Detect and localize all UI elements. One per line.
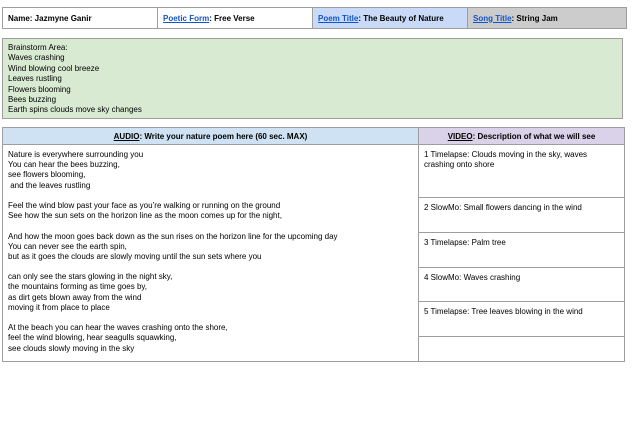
poem-line: the mountains forming as time goes by, — [8, 282, 148, 292]
poem-line: and the leaves rustling — [8, 180, 91, 190]
video-shot-text: 3 Timelapse: Palm tree — [424, 237, 506, 247]
poem-line: see clouds slowly moving in the sky — [8, 343, 135, 353]
poem-title-link[interactable]: Poem Title — [318, 13, 359, 23]
video-label: VIDEO — [447, 131, 473, 141]
header-table — [2, 7, 627, 29]
poem-line: And how the moon goes back down as the sun rises on the horizon line for the upcoming day — [8, 231, 338, 241]
poem-line: You can hear the bees buzzing, — [8, 160, 120, 170]
brainstorm-item: Leaves rustling — [8, 74, 62, 84]
video-shot-text: 2 SlowMo: Small flowers dancing in the wind — [424, 202, 582, 212]
poem-line: You can never see the earth spin, — [8, 241, 127, 251]
video-shot-cell[interactable] — [419, 267, 625, 302]
poem-title-cell — [313, 8, 468, 29]
brainstorm-item: Wind blowing cool breeze — [8, 63, 100, 73]
poem-title-value: : The Beauty of Nature — [358, 13, 444, 23]
student-name: Name: Jazmyne Ganir — [8, 13, 92, 23]
poetic-form-link[interactable]: Poetic Form — [163, 13, 210, 23]
audio-column-header — [3, 128, 419, 145]
brainstorm-item: Bees buzzing — [8, 95, 57, 105]
poem-line: feel the wind blowing, hear seagulls squawking, — [8, 333, 177, 343]
brainstorm-item: Earth spins clouds move sky changes — [8, 105, 142, 115]
poem-text-cell[interactable] — [3, 145, 419, 362]
song-title-value: : String Jam — [511, 13, 558, 23]
poem-line: Nature is everywhere surrounding you — [8, 150, 144, 159]
song-title-link[interactable]: Song Title — [473, 13, 512, 23]
audio-label: AUDIO — [113, 131, 140, 141]
poem-line: Feel the wind blow past your face as you’re walking or running on the ground — [8, 200, 281, 210]
poem-line: can only see the stars glowing in the night sky, — [8, 272, 173, 282]
brainstorm-item: Waves crashing — [8, 53, 65, 63]
student-name-cell — [3, 8, 158, 29]
song-title-cell — [468, 8, 627, 29]
stanza-break — [8, 262, 413, 272]
stanza-break — [8, 191, 413, 201]
brainstorm-heading: Brainstorm Area: — [8, 43, 68, 52]
poem-line: moving it from place to place — [8, 302, 110, 312]
video-shot-cell[interactable] — [419, 232, 625, 267]
poem-line: See how the sun sets on the horizon line as the moon comes up for the night, — [8, 211, 282, 221]
stanza-break — [8, 313, 413, 323]
poetic-form-cell — [158, 8, 313, 29]
poem-line: as dirt gets blown away from the wind — [8, 292, 142, 302]
video-column-header — [419, 128, 625, 145]
video-shot-cell[interactable] — [419, 197, 625, 232]
brainstorm-item: Flowers blooming — [8, 84, 71, 94]
stanza-break — [8, 221, 413, 231]
poem-line: but as it goes the clouds are slowly moving until the sun sets where you — [8, 251, 262, 261]
poetic-form-value: : Free Verse — [209, 13, 255, 23]
poem-line: At the beach you can hear the waves crashing onto the shore, — [8, 323, 228, 333]
audio-heading-text: : Write your nature poem here (60 sec. MAX) — [139, 131, 308, 141]
poem-storyboard-table — [2, 127, 625, 362]
video-empty-cell[interactable] — [419, 337, 625, 362]
video-shot-text: 5 Timelapse: Tree leaves blowing in the wind — [424, 307, 583, 317]
video-shot-cell[interactable] — [419, 302, 625, 337]
video-shot-text: 1 Timelapse: Clouds moving in the sky, waves crashing onto shore — [424, 150, 588, 170]
poem-line: see flowers blooming, — [8, 170, 86, 180]
video-heading-text: : Description of what we will see — [472, 131, 596, 141]
video-shot-cell[interactable] — [419, 145, 625, 198]
video-shot-text: 4 SlowMo: Waves crashing — [424, 272, 521, 282]
brainstorm-area — [2, 38, 623, 119]
